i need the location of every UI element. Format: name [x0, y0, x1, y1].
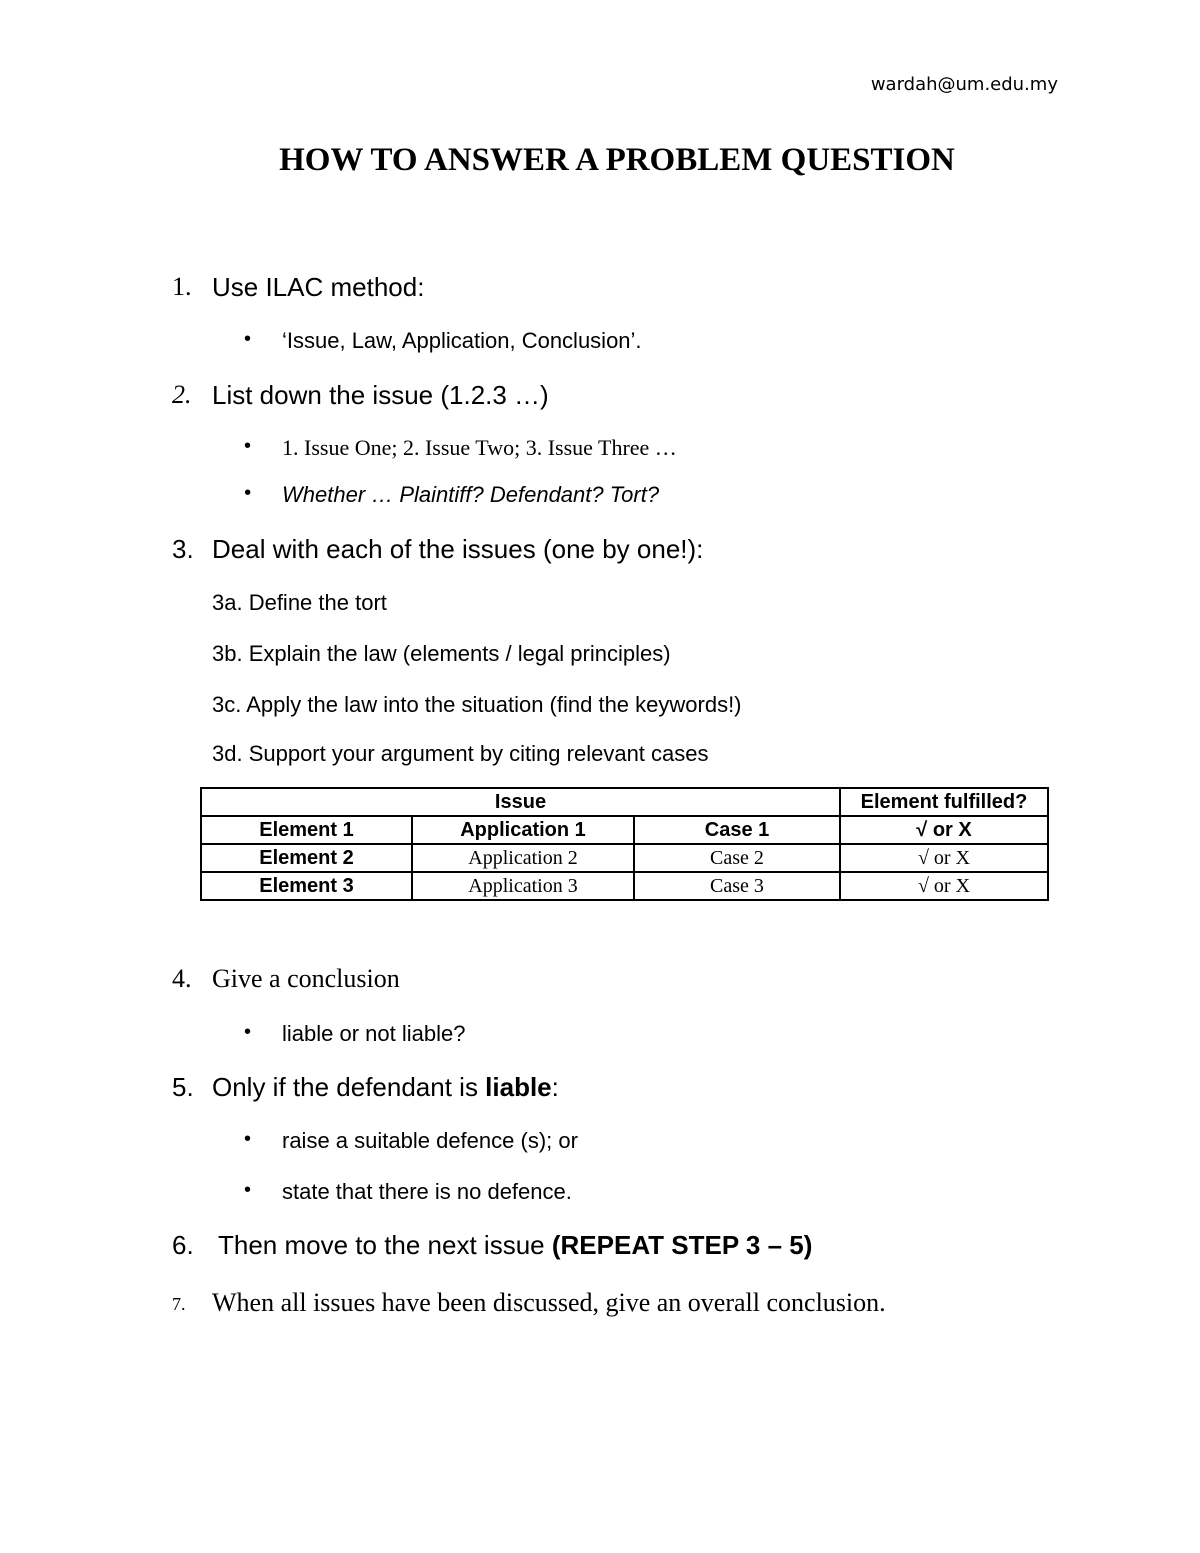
cell-case: Case 1: [634, 816, 840, 844]
cell-element: Element 3: [201, 872, 412, 900]
cell-element: Element 1: [201, 816, 412, 844]
bullet-text: liable or not liable?: [282, 1021, 466, 1046]
bullet-text: ‘Issue, Law, Application, Conclusion’.: [282, 328, 642, 353]
sub-step-3b: 3b. Explain the law (elements / legal principles): [212, 641, 671, 666]
cell-application: Application 1: [412, 816, 634, 844]
cell-check: √ or X: [840, 872, 1048, 900]
step-text-pre: Only if the defendant is: [212, 1072, 486, 1102]
header-issue: Issue: [201, 788, 840, 816]
step-number: 1.: [172, 272, 192, 301]
document-title: HOW TO ANSWER A PROBLEM QUESTION: [279, 142, 955, 178]
cell-application: Application 3: [412, 872, 634, 900]
step-number: 6.: [172, 1230, 194, 1260]
table-row: [201, 872, 1048, 900]
bullet-icon: •: [244, 1128, 252, 1150]
step-number: 3.: [172, 534, 194, 564]
step-text-bold: (REPEAT STEP 3 – 5): [551, 1230, 813, 1260]
sub-step-3a: 3a. Define the tort: [212, 590, 387, 615]
step-text: [218, 1230, 812, 1261]
step-number: 5.: [172, 1072, 194, 1102]
author-email: wardah@um.edu.my: [870, 74, 1058, 95]
bullet-icon: •: [244, 1021, 252, 1043]
bullet-icon: •: [244, 435, 252, 457]
cell-element: Element 2: [201, 844, 412, 872]
bullet-icon: •: [244, 482, 252, 504]
table-row: [201, 816, 1048, 844]
step-text-bold: liable: [485, 1072, 552, 1102]
cell-case: Case 2: [634, 844, 840, 872]
bullet-text: state that there is no defence.: [282, 1179, 572, 1204]
bullet-icon: •: [244, 1179, 252, 1201]
step-text: When all issues have been discussed, give an overall conclusion.: [212, 1288, 886, 1317]
bullet-text: Whether … Plaintiff? Defendant? Tort?: [282, 482, 660, 507]
cell-check: √ or X: [840, 816, 1048, 844]
step-text-pre: Then move to the next issue: [218, 1230, 552, 1260]
bullet-text: 1. Issue One; 2. Issue Two; 3. Issue Three …: [282, 435, 677, 460]
step-text: Use ILAC method:: [212, 272, 425, 302]
table-row: [201, 844, 1048, 872]
cell-check: √ or X: [840, 844, 1048, 872]
sub-step-3d: 3d. Support your argument by citing relevant cases: [212, 741, 709, 766]
cell-application: Application 2: [412, 844, 634, 872]
header-element-fulfilled: Element fulfilled?: [840, 788, 1048, 816]
step-text: List down the issue (1.2.3 …): [212, 380, 549, 410]
step-text: [212, 1072, 559, 1103]
step-text: Deal with each of the issues (one by one!):: [212, 534, 704, 564]
sub-step-3c: 3c. Apply the law into the situation (find the keywords!): [212, 692, 742, 717]
bullet-text: raise a suitable defence (s); or: [282, 1128, 578, 1153]
cell-case: Case 3: [634, 872, 840, 900]
ilac-table: [200, 787, 1049, 901]
step-number: 2.: [172, 380, 192, 409]
step-number: 7.: [172, 1294, 186, 1314]
bullet-icon: •: [244, 328, 252, 350]
step-number: 4.: [172, 964, 192, 993]
step-text-post: :: [551, 1072, 559, 1102]
step-text: Give a conclusion: [212, 964, 400, 993]
table-header-row: [201, 788, 1048, 816]
